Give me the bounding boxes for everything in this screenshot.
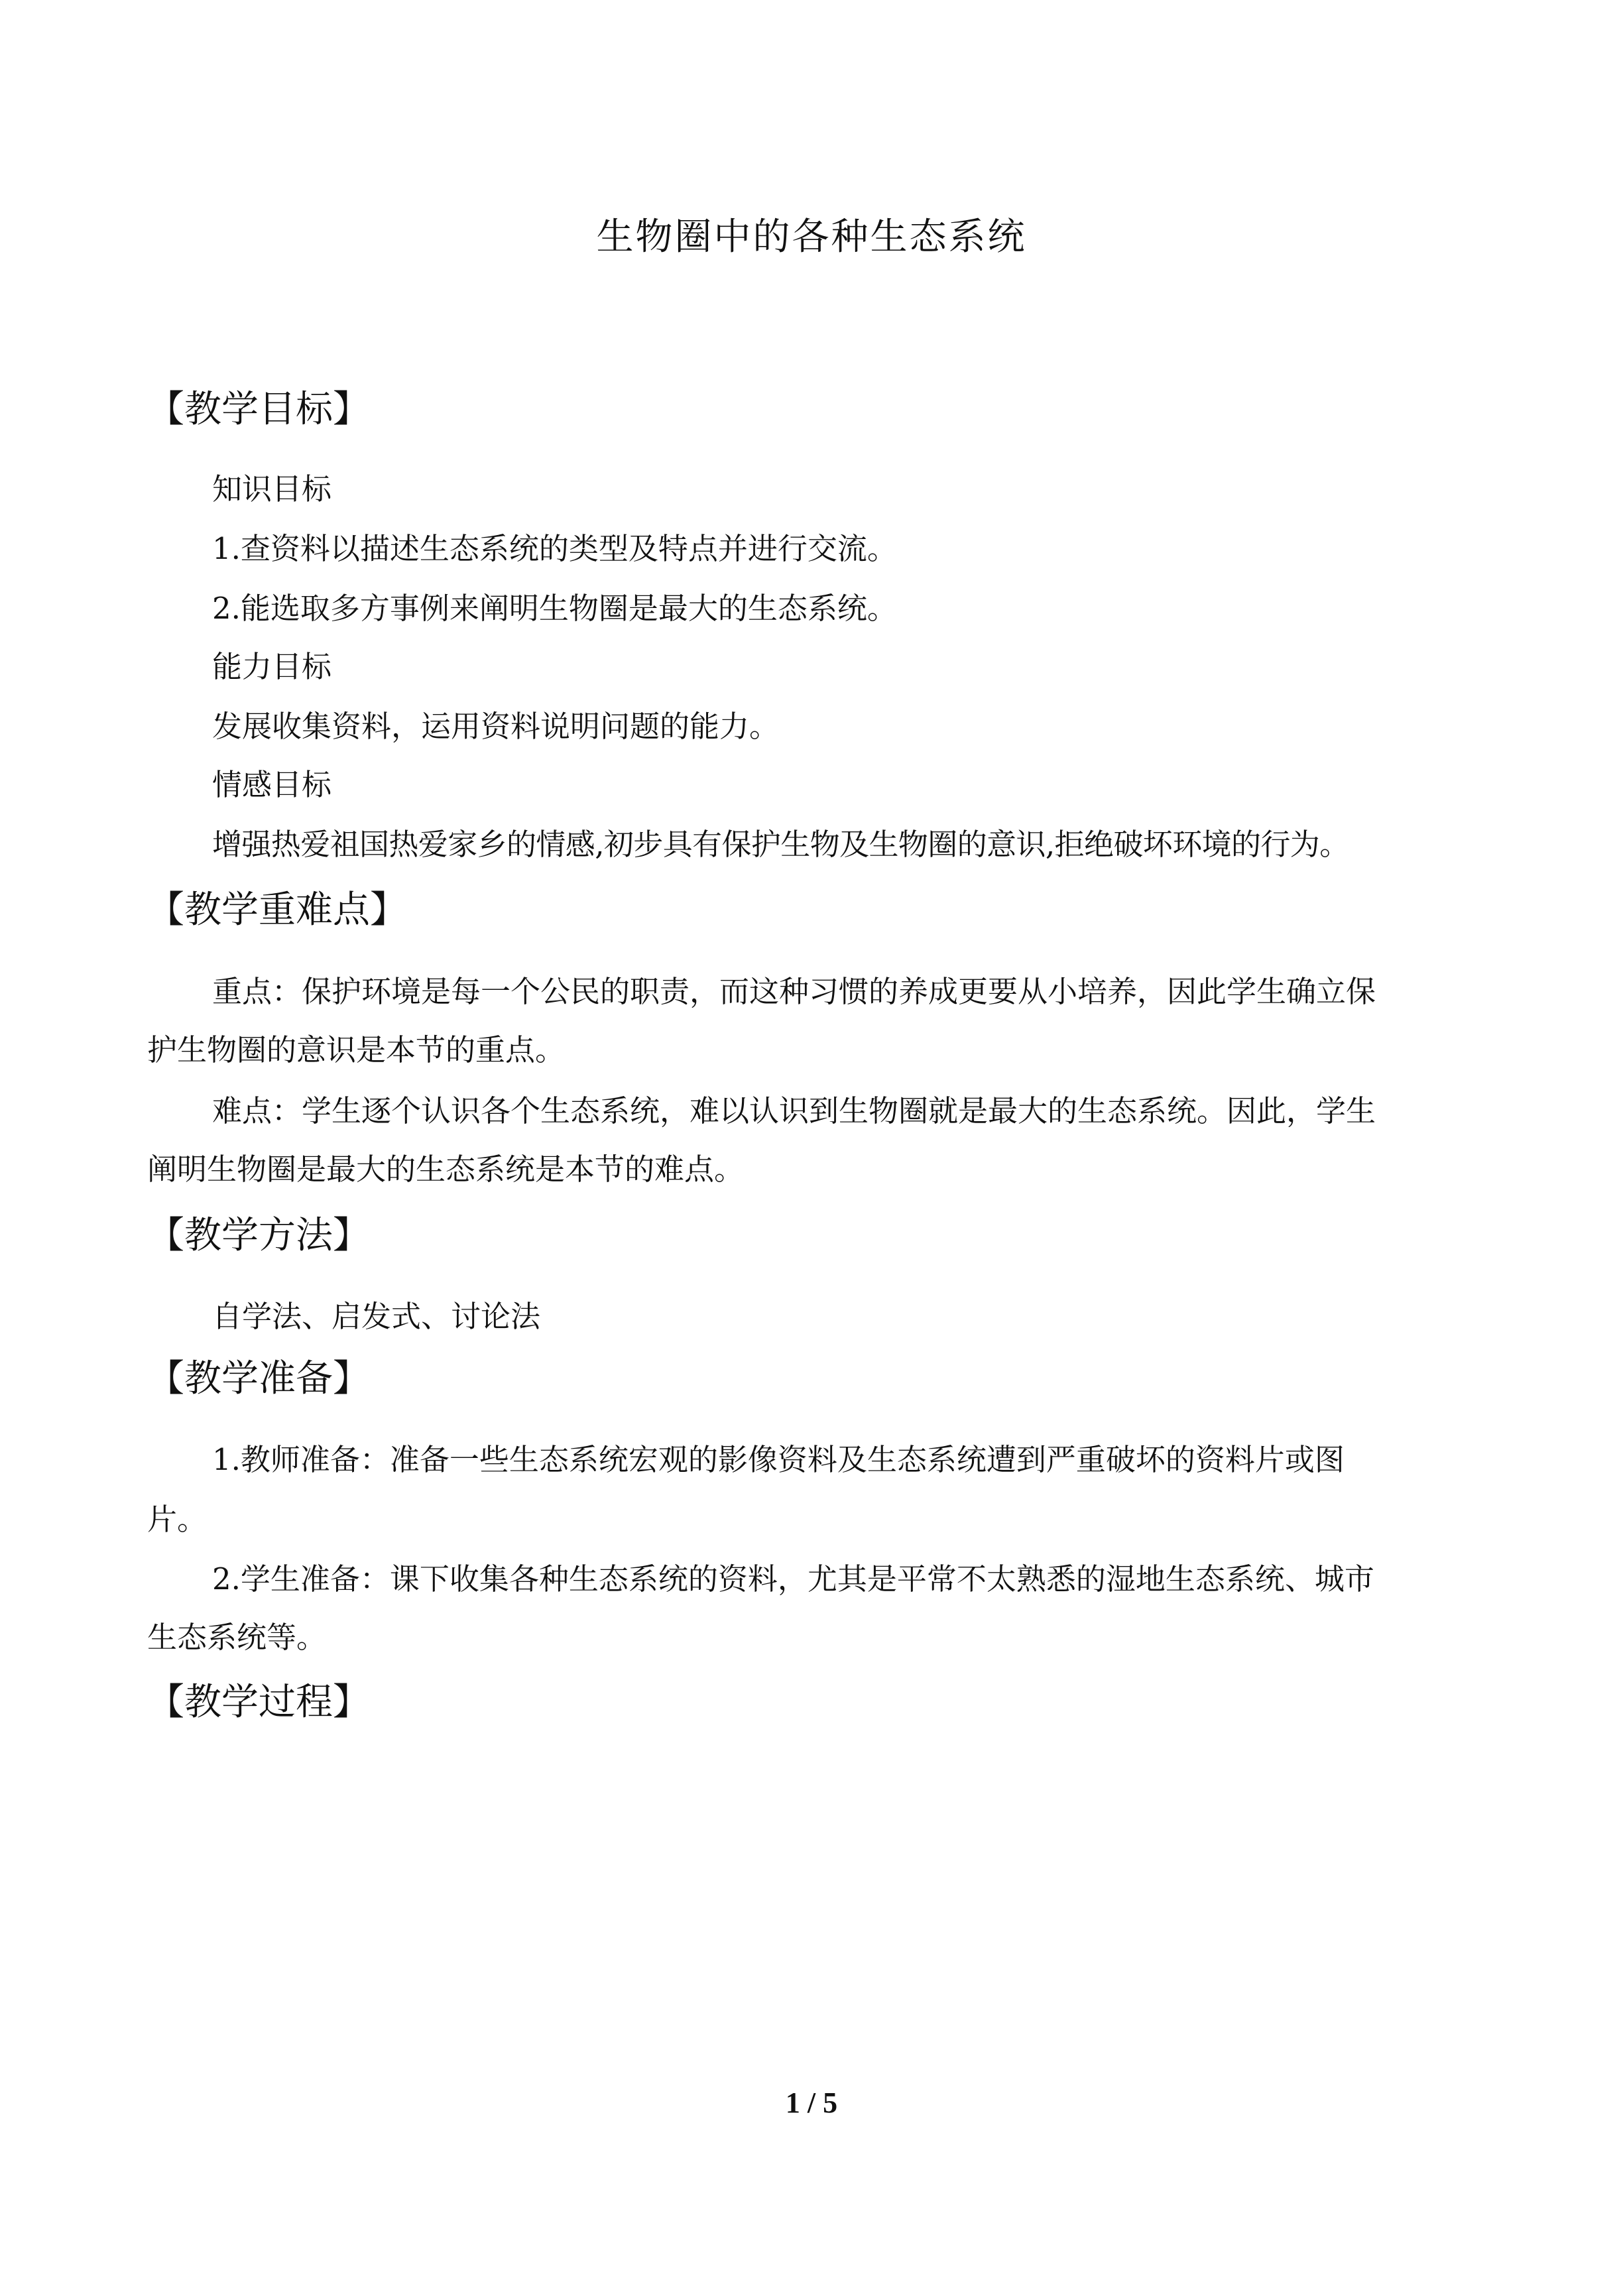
student-preparation-line-1: 2.学生准备：课下收集各种生态系统的资料，尤其是平常不太熟悉的湿地生态系统、城市 — [212, 1561, 1374, 1597]
section-heading-process: 【教学过程】 — [147, 1681, 370, 1724]
teacher-preparation-line-1: 1.教师准备：准备一些生态系统宏观的影像资料及生态系统遭到严重破坏的资料片或图 — [212, 1442, 1345, 1477]
section-heading-objectives: 【教学目标】 — [147, 388, 370, 431]
ability-objective-text: 发展收集资料，运用资料说明问题的能力。 — [212, 709, 780, 744]
section-heading-methods: 【教学方法】 — [147, 1214, 370, 1257]
difficulty-line-2: 阐明生物圈是最大的生态系统是本节的难点。 — [147, 1152, 745, 1187]
page-indicator: 1 / 5 — [785, 2086, 838, 2119]
knowledge-objective-item-2: 2.能选取多方事例来阐明生物圈是最大的生态系统。 — [212, 591, 897, 626]
student-preparation-line-2: 生态系统等。 — [147, 1620, 327, 1655]
ability-objective-label: 能力目标 — [212, 649, 332, 684]
teacher-preparation-line-2: 片。 — [147, 1502, 208, 1537]
section-heading-key-points: 【教学重难点】 — [147, 888, 407, 932]
difficulty-line-1: 难点：学生逐个认识各个生态系统，难以认识到生物圈就是最大的生态系统。因此，学生 — [212, 1093, 1376, 1128]
knowledge-objective-item-1: 1.查资料以描述生态系统的类型及特点并进行交流。 — [212, 531, 897, 566]
key-point-line-1: 重点：保护环境是每一个公民的职责，而这种习惯的养成更要从小培养，因此学生确立保 — [212, 974, 1376, 1009]
emotion-objective-label: 情感目标 — [212, 767, 332, 802]
emotion-objective-text: 增强热爱祖国热爱家乡的情感,初步具有保护生物及生物圈的意识,拒绝破坏环境的行为。 — [212, 827, 1349, 862]
methods-text: 自学法、启发式、讨论法 — [212, 1299, 541, 1334]
document-title: 生物圈中的各种生态系统 — [596, 215, 1027, 259]
section-heading-preparation: 【教学准备】 — [147, 1357, 370, 1400]
knowledge-objective-label: 知识目标 — [212, 471, 332, 507]
key-point-line-2: 护生物圈的意识是本节的重点。 — [147, 1032, 566, 1067]
